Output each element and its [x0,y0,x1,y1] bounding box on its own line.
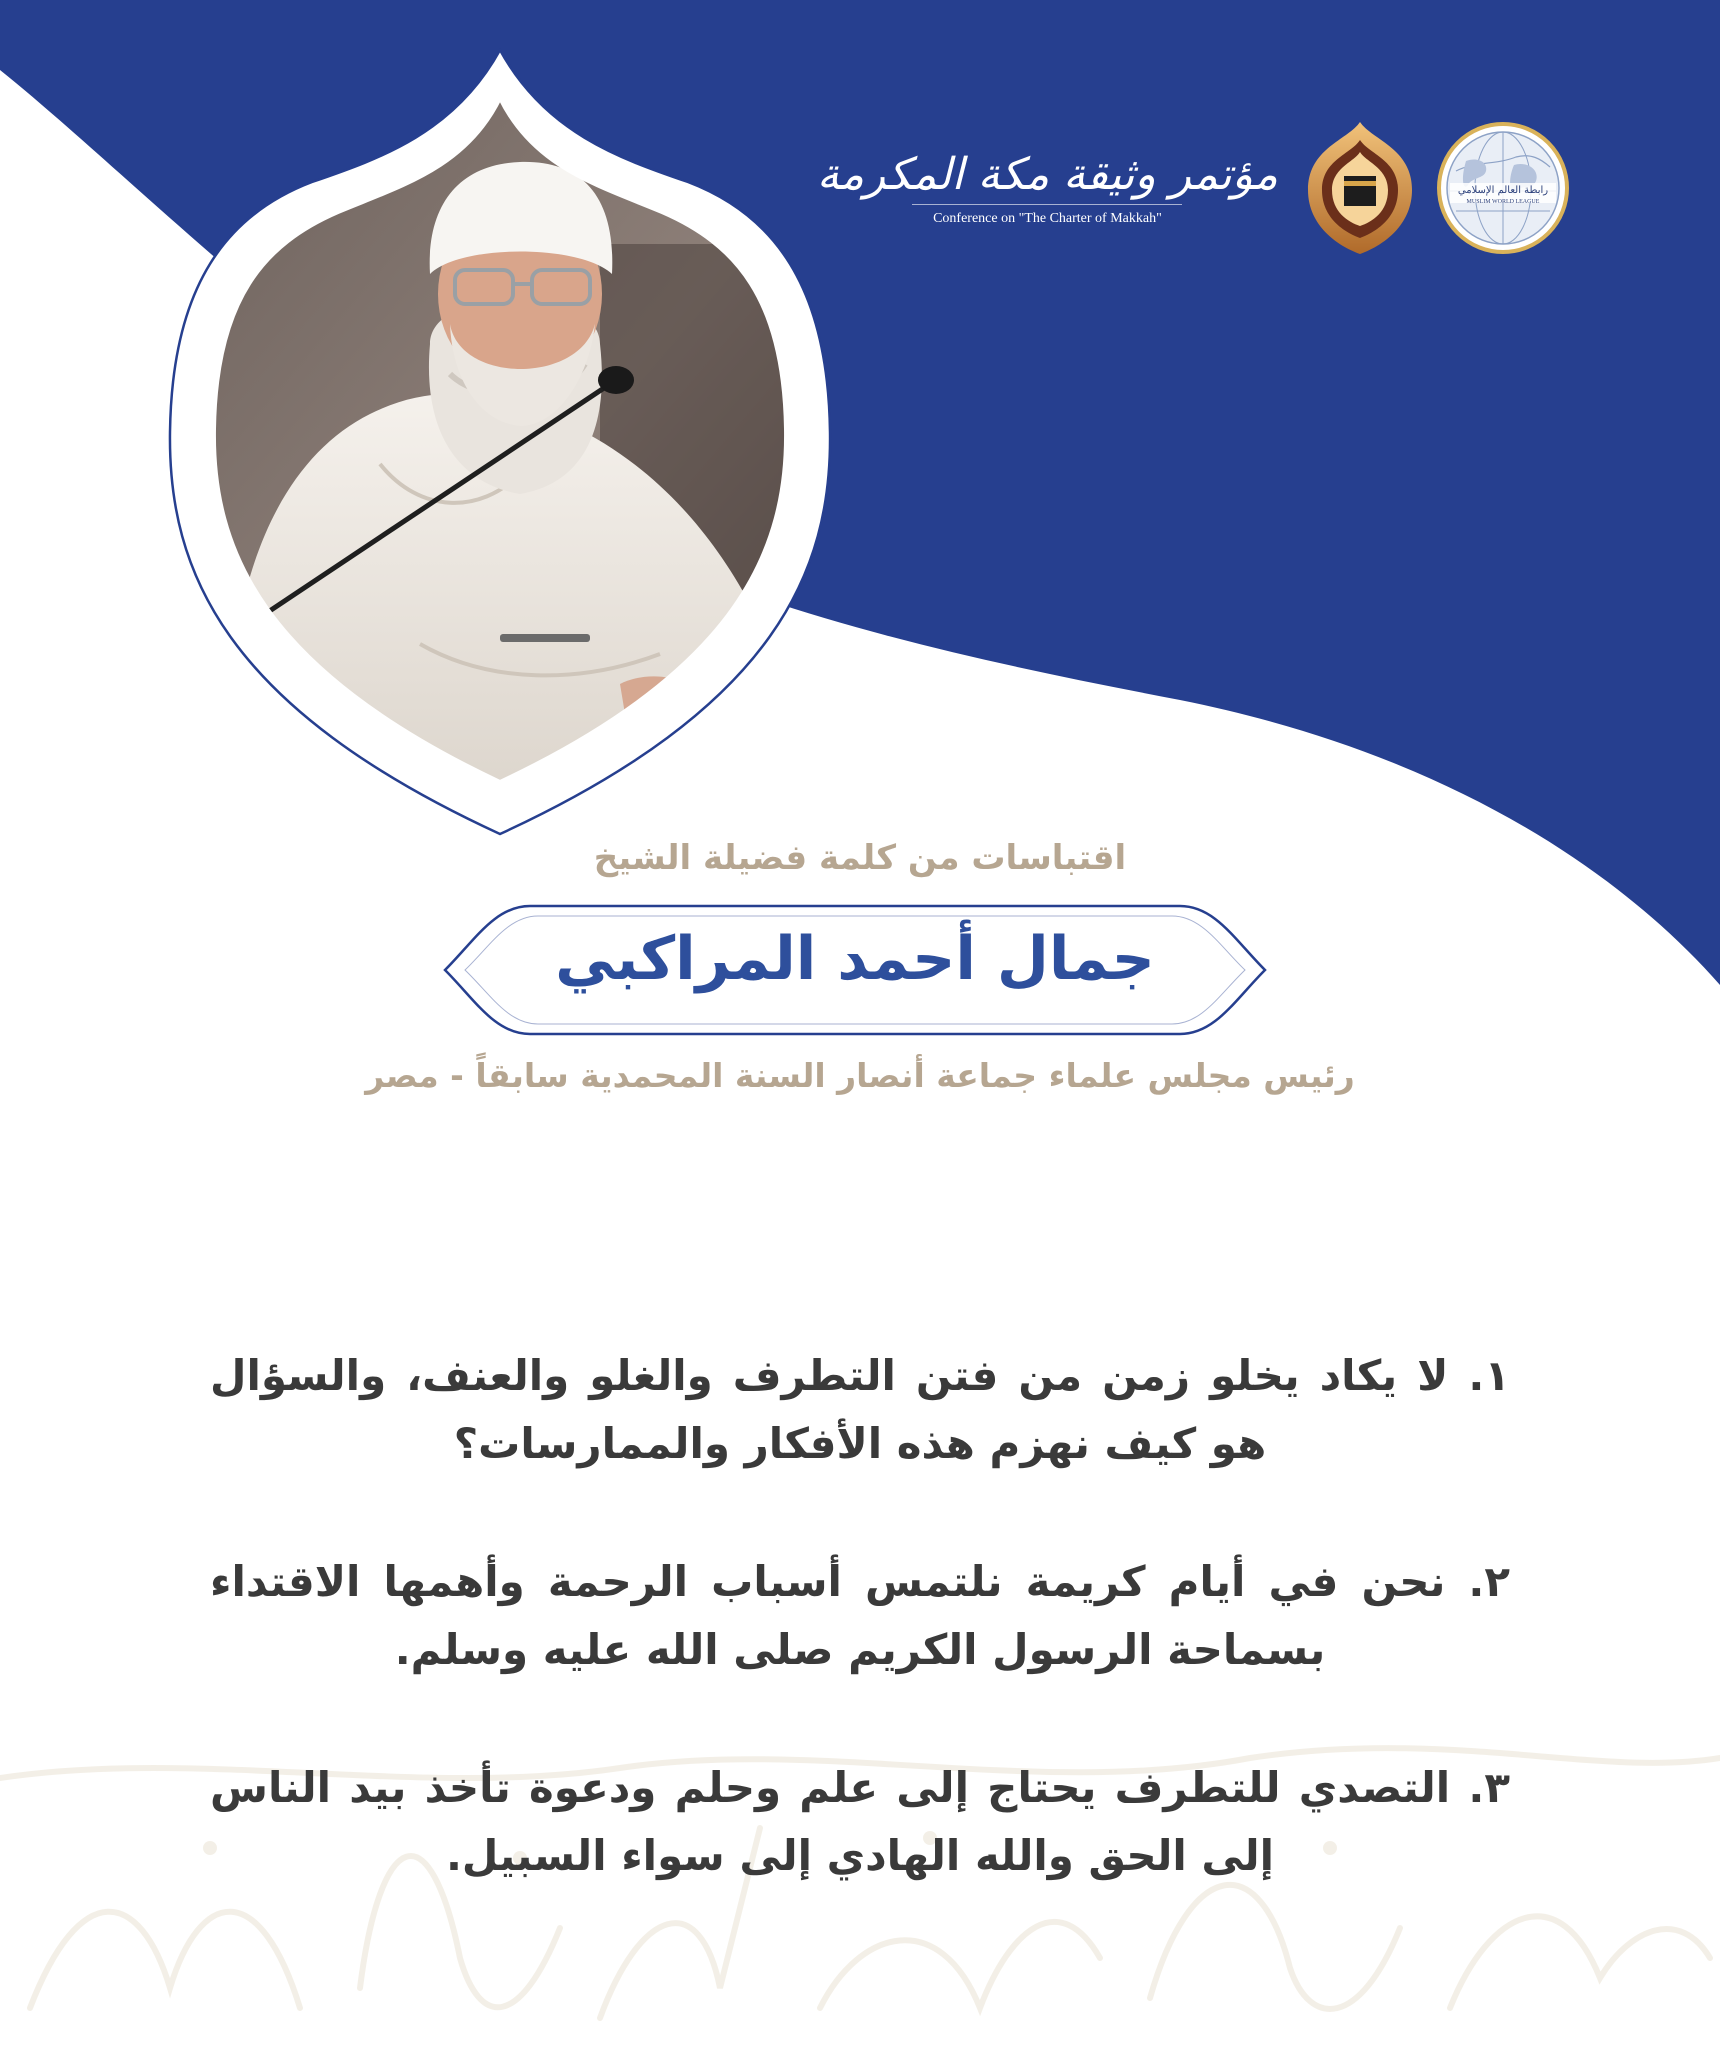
conference-title-ar: مؤتمر وثيقة مكة المكرمة [816,149,1278,200]
kaaba-emblem-icon [1302,118,1418,258]
league-logo-en: MUSLIM WORLD LEAGUE [1466,199,1540,205]
muslim-world-league-logo-icon [1436,121,1570,255]
quotes-list [210,1300,1510,1960]
speaker-name: جمال أحمد المراكبي [555,924,1155,994]
conference-logo [817,149,1278,227]
conference-title-en: Conference on "The Charter of Makkah" [933,211,1162,226]
speaker-portrait [160,44,840,844]
quotes-kicker: اقتباسات من كلمة فضيلة الشيخ [593,838,1127,878]
quote-item: ٢. نحن في أيام كريمة نلتمس أسباب الرحمة وأهمها الاقتداء بسماحة الرسول الكريم صلى الله عليه وسلم. [210,1557,1510,1674]
quote-item: ١. لا يكاد يخلو زمن من فتن التطرف والغلو والعنف، والسؤال هو كيف نهزم هذه الأفكار والممارسات؟ [210,1351,1510,1468]
conference-divider [912,204,1182,205]
header-logos [817,118,1570,258]
quote-item: ٣. التصدي للتطرف يحتاج إلى علم وحلم ودعوة تأخذ بيد الناس إلى الحق والله الهادي إلى سواء السبيل. [210,1763,1510,1880]
speaker-role: رئيس مجلس علماء جماعة أنصار السنة المحمدية سابقاً - مصر [365,1056,1355,1095]
league-logo-ar: رابطة العالم الإسلامي [1457,185,1549,196]
